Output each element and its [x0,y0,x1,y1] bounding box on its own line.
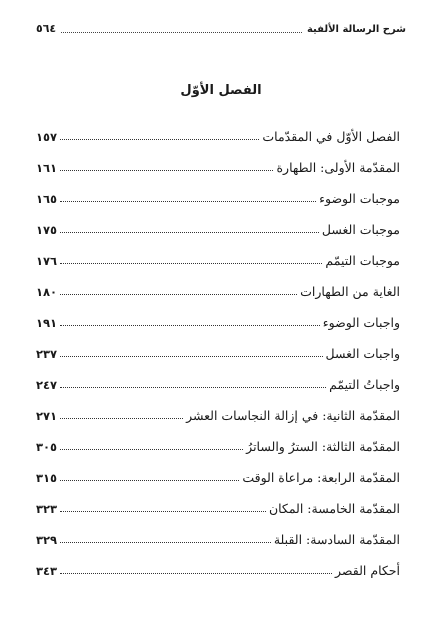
toc-entry-label: أحكام القصر [335,563,400,578]
toc-dotted-leader [60,170,273,171]
toc-entry-label: الفصل الأوّل في المقدّمات [262,129,400,144]
page-number: ٥٦٤ [36,22,60,35]
toc-entry-label: الغاية من الطهارات [300,284,400,299]
toc-entry [36,237,400,268]
toc-entry [36,454,400,485]
toc-entry-page: ١٧٦ [36,254,58,268]
toc-entry-label: موجبات التيمّم [325,253,400,268]
toc-entry-page: ٣٤٣ [36,564,58,578]
toc-entry-label: المقدّمة الرابعة: مراعاة الوقت [242,470,400,485]
toc-entry [36,268,400,299]
toc-entry-page: ٢٤٧ [36,378,58,392]
toc-entry-page: ١٨٠ [36,285,58,299]
running-header [36,14,406,33]
toc-dotted-leader [60,480,239,481]
toc-entry-label: المقدّمة الأولى: الطهارة [276,160,400,175]
toc-entry-page: ١٧٥ [36,223,58,237]
toc-entry [36,113,400,144]
toc-dotted-leader [60,325,320,326]
toc-entry-page: ١٥٧ [36,130,58,144]
toc-entry [36,175,400,206]
toc-dotted-leader [60,139,259,140]
toc-entry-page: ٣١٥ [36,471,58,485]
toc-entry-page: ٢٣٧ [36,347,58,361]
toc-entry-label: موجبات الوضوء [319,191,400,206]
toc-entry [36,299,400,330]
toc-entry [36,361,400,392]
toc-entry [36,392,400,423]
toc-entry [36,516,400,547]
toc-entry-label: واجباتُ التيمّم [329,377,400,392]
toc-entry-page: ٢٧١ [36,409,58,423]
table-of-contents [36,113,400,578]
toc-entry [36,423,400,454]
toc-entry-label: موجبات الغسل [321,222,400,237]
toc-entry-page: ٣٢٩ [36,533,58,547]
toc-dotted-leader [60,573,332,574]
toc-entry [36,144,400,175]
toc-dotted-leader [60,542,271,543]
toc-entry [36,206,400,237]
toc-dotted-leader [60,263,322,264]
toc-dotted-leader [60,418,183,419]
toc-entry-label: المقدّمة الخامسة: المكان [268,501,400,516]
toc-entry-page: ٣٢٣ [36,502,58,516]
toc-entry-page: ١٦٥ [36,192,58,206]
toc-dotted-leader [60,232,319,233]
toc-dotted-leader [60,387,326,388]
toc-entry-page: ٣٠٥ [36,440,58,454]
toc-dotted-leader [60,201,316,202]
toc-entry [36,547,400,578]
toc-dotted-leader [60,356,322,357]
toc-entry-page: ١٦١ [36,161,58,175]
toc-entry-label: المقدّمة السادسة: القبلة [273,532,400,547]
toc-dotted-leader [60,294,297,295]
toc-dotted-leader [60,449,243,450]
toc-entry [36,330,400,361]
toc-entry-page: ١٩١ [36,316,58,330]
chapter-title: الفصل الأوّل [180,83,262,98]
toc-dotted-leader [60,511,266,512]
toc-entry [36,485,400,516]
toc-entry-label: المقدّمة الثالثة: السترُ والساترُ [246,439,400,454]
book-title: شرح الرسالة الألفية [303,24,406,35]
toc-entry-label: واجبات الوضوء [322,315,400,330]
toc-entry-label: واجبات الغسل [325,346,400,361]
toc-entry-label: المقدّمة الثانية: في إزالة النجاسات العشر [186,408,400,423]
